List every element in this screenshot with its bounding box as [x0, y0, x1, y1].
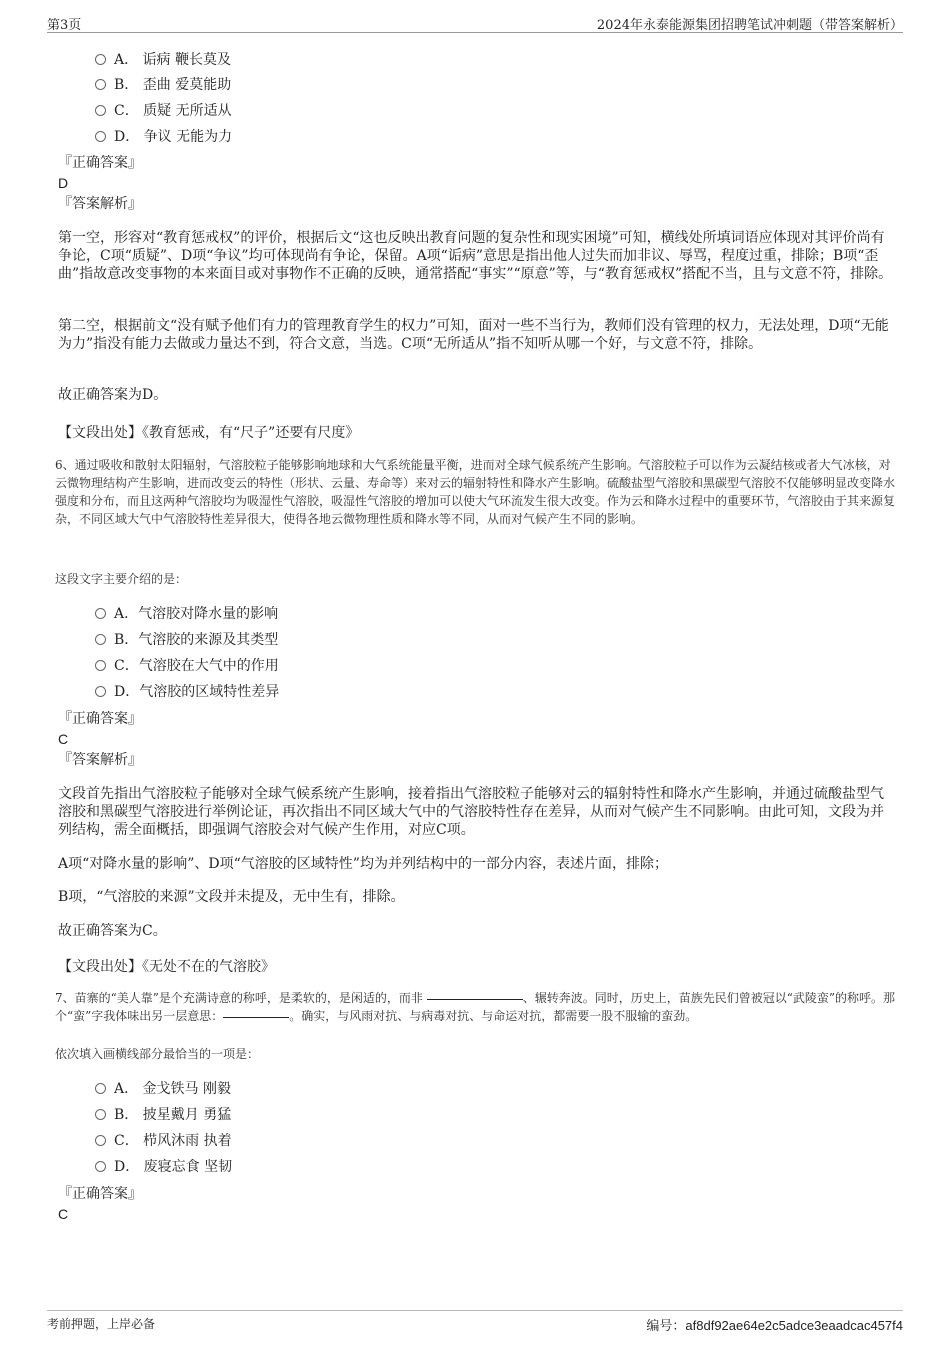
fill-blank-2[interactable]: [223, 1017, 289, 1018]
q7-option-a[interactable]: A． 金戈铁马 刚毅: [95, 1079, 231, 1099]
q7-option-c[interactable]: C． 栉风沐雨 执着: [95, 1131, 232, 1151]
radio-icon[interactable]: [95, 608, 106, 619]
radio-icon[interactable]: [95, 1135, 106, 1146]
q7-stem: 依次填入画横线部分最恰当的一项是：: [55, 1047, 260, 1061]
q6-option-a[interactable]: A．气溶胶对降水量的影响: [95, 604, 278, 624]
q5-analysis-3: 故正确答案为D。: [58, 387, 168, 403]
radio-icon[interactable]: [95, 1109, 106, 1120]
q5-option-c[interactable]: C． 质疑 无所适从: [95, 101, 232, 121]
page-number: 第3页: [47, 18, 82, 33]
q6-answer: C: [58, 731, 69, 747]
q5-source: 【文段出处】《教育惩戒，有“尺子”还要有尺度》: [58, 425, 360, 441]
radio-icon[interactable]: [95, 634, 106, 645]
q6-source: 【文段出处】《无处不在的气溶胶》: [58, 959, 275, 975]
footer-slogan: 考前押题，上岸必备: [47, 1317, 156, 1331]
q6-option-b[interactable]: B．气溶胶的来源及其类型: [95, 630, 278, 650]
q7-option-d[interactable]: D． 废寝忘食 坚韧: [95, 1157, 232, 1177]
radio-icon[interactable]: [95, 686, 106, 697]
q5-option-d[interactable]: D． 争议 无能为力: [95, 127, 232, 147]
radio-icon[interactable]: [95, 131, 106, 142]
radio-icon[interactable]: [95, 1161, 106, 1172]
q7-text: 7、苗寨的“美人靠”是个充满诗意的称呼，是柔软的，是闲适的，而非 、辗转奔波。同时，历史上，苗族先民们曾被冠以“武陵蛮”的称呼。那个“蛮”字我体味出另一层意思： 。确实，与风雨对抗、与病毒对抗、与命运对抗，都需要一股不服输的蛮劲。: [55, 991, 896, 1023]
q5-analysis-label: 『答案解析』: [58, 196, 142, 212]
q6-option-d[interactable]: D．气溶胶的区域特性差异: [95, 682, 279, 702]
q6-analysis-4: 故正确答案为C。: [58, 923, 167, 939]
fill-blank-1[interactable]: [427, 999, 523, 1000]
q6-analysis-3: B项，“气溶胶的来源”文段并未提及，无中生有，排除。: [58, 889, 405, 905]
q6-analysis-label: 『答案解析』: [58, 752, 142, 768]
q6-stem: 这段文字主要介绍的是：: [55, 572, 188, 586]
document-id: 编号：af8df92ae64e2c5adce3eaadcac457f4: [646, 1318, 903, 1333]
radio-icon[interactable]: [95, 105, 106, 116]
q6-text: 6、通过吸收和散射太阳辐射，气溶胶粒子能够影响地球和大气系统能量平衡，进而对全球气候系统产生影响。气溶胶粒子可以作为云凝结核或者大气冰核，对云微物理结构产生影响，进而改变云的特性（形状、云量、寿命等）来对云的辐射特性和降水产生影响。硫酸盐型气溶胶和黑碳型气溶胶不仅能够明显改变降水强度和分布，而且这两种气溶胶均为吸湿性气溶胶，吸湿性气溶胶的增加可以使大气环流发生很大改变。作为云和降水过程中的重要环节，气溶胶由于其来源复杂，不同区域大气中气溶胶特性差异很大，使得各地云微物理性质和降水等不同，从而对气候产生不同的影响。: [55, 458, 896, 526]
radio-icon[interactable]: [95, 660, 106, 671]
q5-option-a[interactable]: A． 诟病 鞭长莫及: [95, 50, 231, 70]
q6-analysis-1: 文段首先指出气溶胶粒子能够对全球气候系统产生影响，接着指出气溶胶粒子能够对云的辐射特性和降水产生影响，并通过硫酸盐型气溶胶和黑碳型气溶胶进行举例论证，再次指出不同区域大气中的气溶胶特性存在差异，从而对气候产生不同影响。由此可知，文段为并列结构，需全面概括，即强调气溶胶会对气候产生作用，对应C项。: [58, 786, 884, 838]
q5-answer-label: 『正确答案』: [58, 155, 142, 171]
q6-option-c[interactable]: C．气溶胶在大气中的作用: [95, 656, 279, 676]
q6-answer-label: 『正确答案』: [58, 711, 142, 727]
page-footer: [47, 1310, 903, 1333]
q5-analysis-1: 第一空，形容对“教育惩戒权”的评价，根据后文“这也反映出教育问题的复杂性和现实困境”可知，横线处所填词语应体现对其评价尚有争论，C项“质疑”、D项“争议”均可体现尚有争论，保留。A项“诟病”意思是指出他人过失而加非议、辱骂，程度过重，排除；B项“歪曲”指故意改变事物的本来面目或对事物作不正确的反映，通常搭配“事实”“原意”等，与“教育惩戒权”搭配不当，且与文意不符，排除。: [58, 230, 893, 282]
radio-icon[interactable]: [95, 1083, 106, 1094]
q5-analysis-2: 第二空，根据前文“没有赋予他们有力的管理教育学生的权力”可知，面对一些不当行为，教师们没有管理的权力，无法处理，D项“无能为力”指没有能力去做或力量达不到，符合文意，当选。C项“无所适从”指不知听从哪一个好，与文意不符，排除。: [58, 318, 889, 352]
q5-answer: D: [58, 175, 69, 191]
document-title: 2024年永泰能源集团招聘笔试冲刺题（带答案解析）: [596, 18, 903, 33]
page-header: [47, 12, 903, 33]
q7-answer: C: [58, 1206, 69, 1222]
q6-analysis-2: A项“对降水量的影响”、D项“气溶胶的区域特性”均为并列结构中的一部分内容，表述片面，排除；: [58, 856, 668, 872]
q5-option-b[interactable]: B． 歪曲 爱莫能助: [95, 75, 231, 95]
radio-icon[interactable]: [95, 54, 106, 65]
q7-answer-label: 『正确答案』: [58, 1186, 142, 1202]
radio-icon[interactable]: [95, 79, 106, 90]
q7-option-b[interactable]: B． 披星戴月 勇猛: [95, 1105, 231, 1125]
